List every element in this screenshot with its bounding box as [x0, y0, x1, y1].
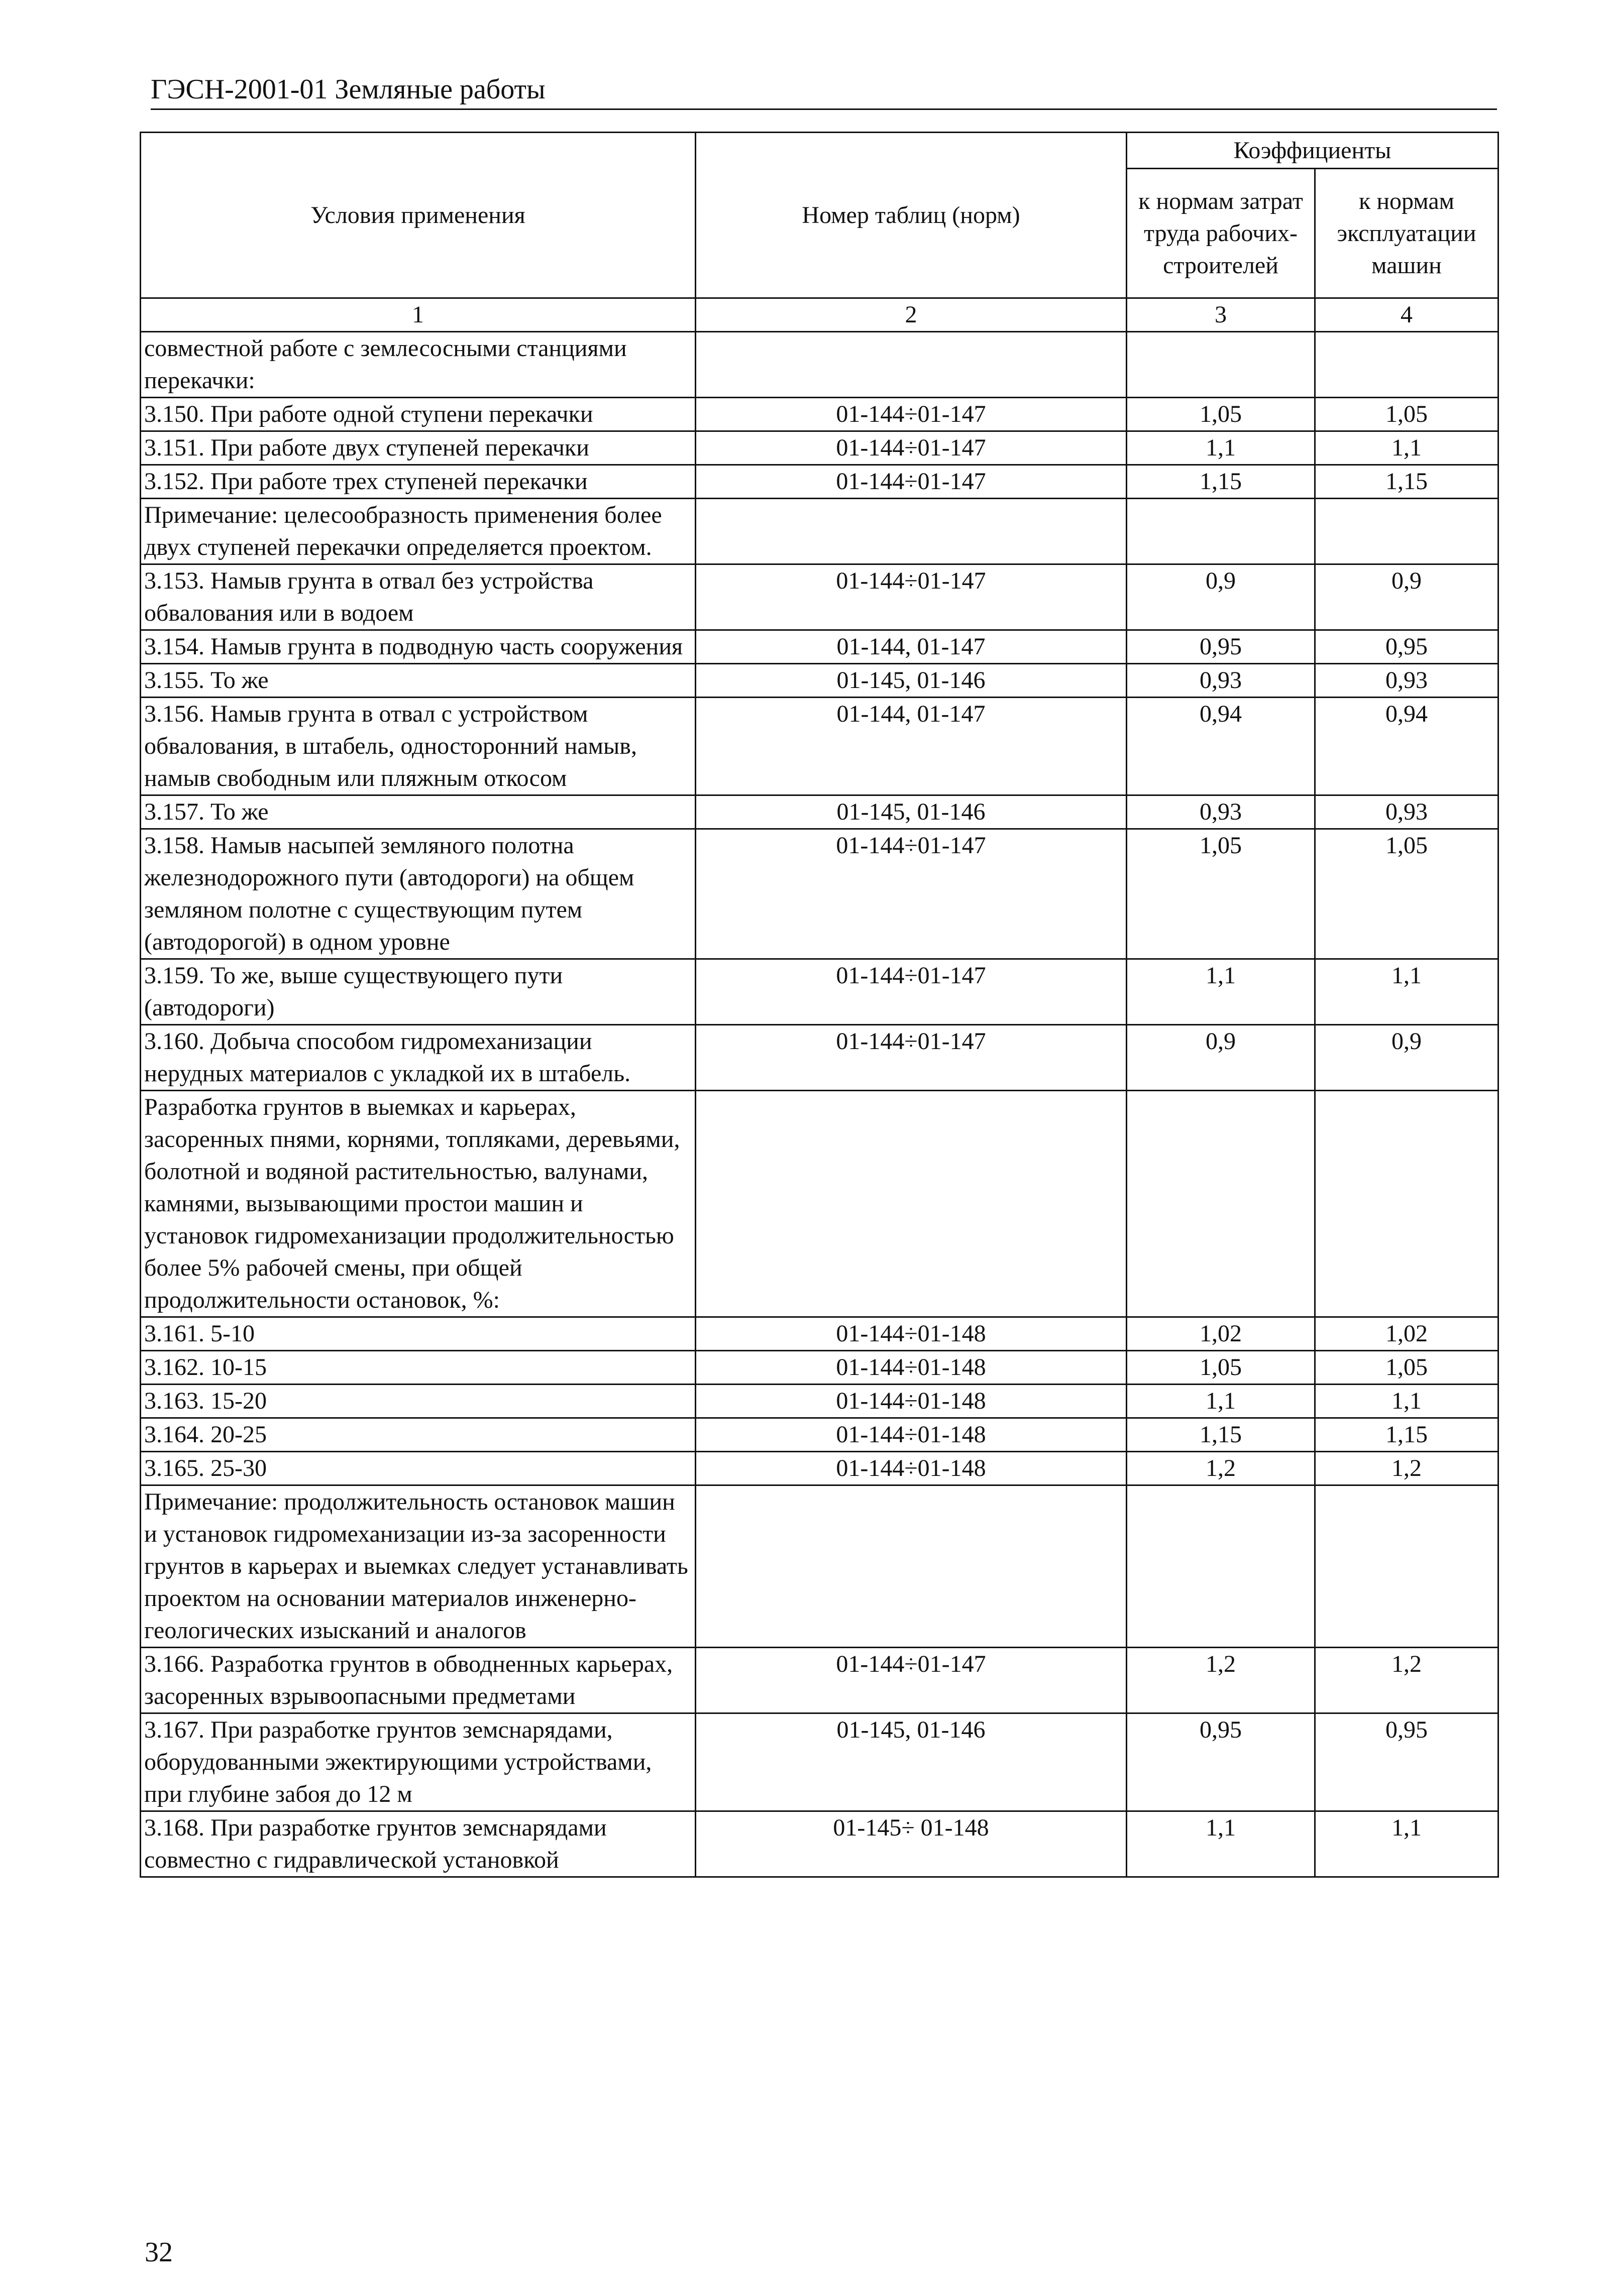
table-numbers-cell: 01-145, 01-146	[696, 795, 1127, 829]
coef-machines-cell	[1315, 1485, 1498, 1648]
coef-labor-cell: 0,9	[1127, 1025, 1315, 1091]
condition-cell: 3.150. При работе одной ступени перекачки	[141, 398, 696, 431]
table-numbers-cell: 01-144÷01-148	[696, 1385, 1127, 1418]
table-numbers-cell: 01-145÷ 01-148	[696, 1811, 1127, 1877]
coef-machines-cell: 1,1	[1315, 1811, 1498, 1877]
coef-labor-cell: 1,05	[1127, 1351, 1315, 1385]
table-row	[141, 1317, 1498, 1351]
table-numbers-cell: 01-144÷01-148	[696, 1418, 1127, 1452]
condition-cell: 3.161. 5-10	[141, 1317, 696, 1351]
coef-labor-cell	[1127, 1091, 1315, 1317]
coef-labor-cell: 0,94	[1127, 698, 1315, 795]
table-row	[141, 465, 1498, 499]
coef-machines-cell: 1,05	[1315, 829, 1498, 959]
coef-machines-cell: 1,15	[1315, 465, 1498, 499]
table-numbers-cell: 01-144÷01-147	[696, 564, 1127, 630]
condition-cell: 3.153. Намыв грунта в отвал без устройства обвалования или в водоем	[141, 564, 696, 630]
table-header	[141, 133, 1498, 332]
coef-machines-cell	[1315, 332, 1498, 398]
condition-cell: 3.162. 10-15	[141, 1351, 696, 1385]
table-row	[141, 1351, 1498, 1385]
coef-machines-cell: 0,94	[1315, 698, 1498, 795]
table-numbers-cell: 01-145, 01-146	[696, 1713, 1127, 1811]
table-numbers-cell: 01-144÷01-148	[696, 1317, 1127, 1351]
table-numbers-cell: 01-144÷01-147	[696, 829, 1127, 959]
condition-cell: совместной работе с землесосными станциями перекачки:	[141, 332, 696, 398]
table-row	[141, 664, 1498, 698]
table-numbers-cell: 01-144÷01-147	[696, 431, 1127, 465]
coef-labor-cell: 0,95	[1127, 1713, 1315, 1811]
coef-labor-cell: 1,05	[1127, 398, 1315, 431]
coef-labor-cell: 1,15	[1127, 465, 1315, 499]
table-numbers-cell: 01-144, 01-147	[696, 698, 1127, 795]
table-numbers-cell: 01-144÷01-147	[696, 1648, 1127, 1713]
condition-cell: 3.157. То же	[141, 795, 696, 829]
coef-machines-cell: 1,02	[1315, 1317, 1498, 1351]
table-row	[141, 564, 1498, 630]
table-row	[141, 1713, 1498, 1811]
coef-machines-cell: 1,2	[1315, 1648, 1498, 1713]
table-row	[141, 829, 1498, 959]
coef-machines-cell: 1,1	[1315, 431, 1498, 465]
coef-labor-cell: 0,93	[1127, 664, 1315, 698]
header-conditions: Условия применения	[141, 133, 696, 298]
coef-labor-cell: 1,2	[1127, 1648, 1315, 1713]
header-rule	[151, 108, 1497, 110]
table-row	[141, 431, 1498, 465]
table-row	[141, 795, 1498, 829]
header-coef-labor: к нормам затрат труда рабочих-строителей	[1127, 169, 1315, 298]
coef-machines-cell: 1,05	[1315, 398, 1498, 431]
table-numbers-cell: 01-144, 01-147	[696, 630, 1127, 664]
condition-cell: 3.152. При работе трех ступеней перекачки	[141, 465, 696, 499]
coef-labor-cell: 1,15	[1127, 1418, 1315, 1452]
page-header-title: ГЭСН-2001-01 Земляные работы	[151, 74, 546, 105]
coef-machines-cell: 0,93	[1315, 664, 1498, 698]
coef-labor-cell: 1,1	[1127, 1385, 1315, 1418]
coef-machines-cell: 0,9	[1315, 1025, 1498, 1091]
coef-labor-cell: 0,9	[1127, 564, 1315, 630]
coef-machines-cell: 1,2	[1315, 1452, 1498, 1485]
condition-cell: 3.164. 20-25	[141, 1418, 696, 1452]
table-row	[141, 1025, 1498, 1091]
coef-labor-cell: 1,2	[1127, 1452, 1315, 1485]
table-numbers-cell	[696, 1485, 1127, 1648]
table-numbers-cell: 01-144÷01-147	[696, 959, 1127, 1025]
condition-cell: Примечание: продолжительность остановок машин и установок гидромеханизации из-за засоренности грунтов в карьерах и выемках следует устанавливать проектом на основании материалов инженерно-геологических изысканий и аналогов	[141, 1485, 696, 1648]
coef-labor-cell: 1,02	[1127, 1317, 1315, 1351]
table-numbers-cell: 01-144÷01-147	[696, 398, 1127, 431]
coef-machines-cell: 1,1	[1315, 959, 1498, 1025]
condition-cell: 3.166. Разработка грунтов в обводненных карьерах, засоренных взрывоопасными предметами	[141, 1648, 696, 1713]
coef-machines-cell: 1,05	[1315, 1351, 1498, 1385]
condition-cell: 3.155. То же	[141, 664, 696, 698]
table-numbers-cell: 01-144÷01-147	[696, 1025, 1127, 1091]
condition-cell: 3.158. Намыв насыпей земляного полотна железнодорожного пути (автодороги) на общем земляном полотне с существующим путем (автодорогой) в одном уровне	[141, 829, 696, 959]
table-body	[141, 332, 1498, 1877]
header-coefficients: Коэффициенты	[1127, 133, 1498, 169]
coef-labor-cell: 1,05	[1127, 829, 1315, 959]
condition-cell: 3.163. 15-20	[141, 1385, 696, 1418]
condition-cell: 3.167. При разработке грунтов земснарядами, оборудованными эжектирующими устройствами, при глубине забоя до 12 м	[141, 1713, 696, 1811]
condition-cell: 3.159. То же, выше существующего пути (автодороги)	[141, 959, 696, 1025]
condition-cell: Разработка грунтов в выемках и карьерах, засоренных пнями, корнями, топляками, деревьями, болотной и водяной растительностью, валунами, камнями, вызывающими простои машин и установок гидромеханизации продолжительностью более 5% рабочей смены, при общей продолжительности остановок, %:	[141, 1091, 696, 1317]
header-table-numbers: Номер таблиц (норм)	[696, 133, 1127, 298]
condition-cell: 3.165. 25-30	[141, 1452, 696, 1485]
coefficients-table	[140, 132, 1499, 1878]
coef-labor-cell	[1127, 332, 1315, 398]
coef-labor-cell: 0,93	[1127, 795, 1315, 829]
coef-machines-cell	[1315, 1091, 1498, 1317]
condition-cell: 3.160. Добыча способом гидромеханизации нерудных материалов с укладкой их в штабель.	[141, 1025, 696, 1091]
column-number: 1	[141, 298, 696, 332]
coef-labor-cell: 1,1	[1127, 431, 1315, 465]
coef-machines-cell: 0,9	[1315, 564, 1498, 630]
condition-cell: 3.156. Намыв грунта в отвал с устройством обвалования, в штабель, односторонний намыв, намыв свободным или пляжным откосом	[141, 698, 696, 795]
coef-machines-cell: 0,95	[1315, 630, 1498, 664]
coef-labor-cell: 1,1	[1127, 1811, 1315, 1877]
page-number: 32	[145, 2237, 173, 2268]
coef-labor-cell: 0,95	[1127, 630, 1315, 664]
coef-labor-cell	[1127, 499, 1315, 564]
table-row	[141, 1091, 1498, 1317]
column-number: 2	[696, 298, 1127, 332]
table-row	[141, 1811, 1498, 1877]
condition-cell: Примечание: целесообразность применения более двух ступеней перекачки определяется проектом.	[141, 499, 696, 564]
table-numbers-cell: 01-144÷01-148	[696, 1351, 1127, 1385]
table-row	[141, 630, 1498, 664]
table-row	[141, 1485, 1498, 1648]
table-numbers-cell	[696, 332, 1127, 398]
condition-cell: 3.151. При работе двух ступеней перекачки	[141, 431, 696, 465]
table-row	[141, 1385, 1498, 1418]
condition-cell: 3.168. При разработке грунтов земснарядами совместно с гидравлической установкой	[141, 1811, 696, 1877]
table-row	[141, 1452, 1498, 1485]
column-number: 4	[1315, 298, 1498, 332]
table-row	[141, 398, 1498, 431]
table-row	[141, 1418, 1498, 1452]
table-numbers-cell: 01-144÷01-148	[696, 1452, 1127, 1485]
table-numbers-cell	[696, 1091, 1127, 1317]
coef-machines-cell	[1315, 499, 1498, 564]
coef-labor-cell: 1,1	[1127, 959, 1315, 1025]
coef-machines-cell: 0,93	[1315, 795, 1498, 829]
coef-machines-cell: 1,1	[1315, 1385, 1498, 1418]
table-row	[141, 1648, 1498, 1713]
header-coef-machines: к нормам эксплуатации машин	[1315, 169, 1498, 298]
coef-machines-cell: 0,95	[1315, 1713, 1498, 1811]
table-numbers-cell: 01-145, 01-146	[696, 664, 1127, 698]
table-row	[141, 698, 1498, 795]
table-numbers-cell: 01-144÷01-147	[696, 465, 1127, 499]
table-row	[141, 332, 1498, 398]
column-number: 3	[1127, 298, 1315, 332]
table-numbers-cell	[696, 499, 1127, 564]
coef-machines-cell: 1,15	[1315, 1418, 1498, 1452]
column-number-row	[141, 298, 1498, 332]
table-row	[141, 959, 1498, 1025]
condition-cell: 3.154. Намыв грунта в подводную часть сооружения	[141, 630, 696, 664]
coef-labor-cell	[1127, 1485, 1315, 1648]
table-row	[141, 499, 1498, 564]
